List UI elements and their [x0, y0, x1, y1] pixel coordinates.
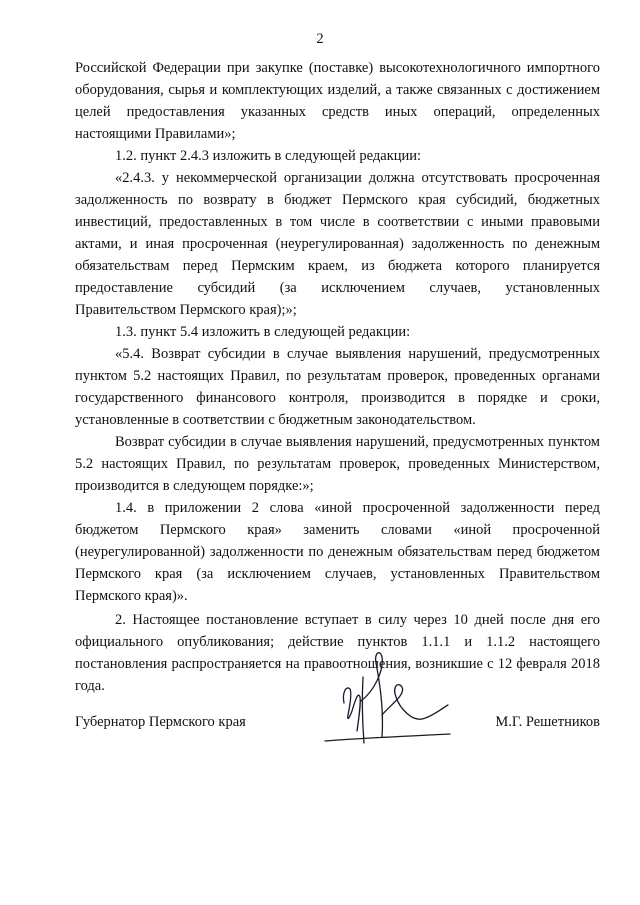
handwritten-signature	[322, 645, 452, 755]
signatory-role: Губернатор Пермского края	[75, 714, 246, 730]
paragraph-5: «5.4. Возврат субсидии в случае выявления нарушений, предусмотренных пунктом 5.2 настоящих Правил, по результатам проверок, проведенных органами государственного финансового контроля, производится в порядке и сроки, установленные в соответствии с бюджетным законодательством.	[75, 346, 600, 428]
paragraph-6: Возврат субсидии в случае выявления нарушений, предусмотренных пунктом 5.2 настоящих Правил, по результатам проверок, проведенных Министерством, производится в следующем порядке:»;	[75, 434, 600, 494]
paragraph-3: «2.4.3. у некоммерческой организации должна отсутствовать просроченная задолженность по возврату в бюджет Пермского края субсидий, бюджетных инвестиций, предоставленных в том числе в соответствии с иными правовыми актами, и иная просроченная (неурегулированная) задолженность по денежным обязательствам перед Пермским краем, из бюджета которого планируется предоставление субсидий (за исключением случаев, установленных Правительством Пермского края);»;	[75, 170, 600, 318]
paragraph-4: 1.3. пункт 5.4 изложить в следующей редакции:	[115, 324, 411, 340]
page-number: 2	[316, 31, 324, 47]
document-body	[75, 57, 600, 697]
signatory-name: М.Г. Решетников	[495, 714, 600, 730]
paragraph-7: 1.4. в приложении 2 слова «иной просроченной задолженности перед бюджетом Пермского края» заменить словами «иной просроченной (неурегулированной) задолженности по денежным обязательствам перед бюджетом Пермского края (за исключением случаев, установленных Правительством Пермского края)».	[75, 500, 600, 604]
paragraph-2: 1.2. пункт 2.4.3 изложить в следующей редакции:	[115, 148, 422, 164]
paragraph-1: Российской Федерации при закупке (поставке) высокотехнологичного импортного оборудования, сырья и комплектующих изделий, а также связанных с достижением целей предоставления указанных средств иных операций, определенных настоящими Правилами»;	[75, 60, 600, 142]
signature-block	[75, 708, 600, 738]
paragraph-8: 2. Настоящее постановление вступает в силу через 10 дней после дня его официального опубликования; действие пунктов 1.1.1 и 1.1.2 настоящего постановления распространяется на правоотношения, возникшие с 12 февраля 2018 года.	[75, 612, 600, 694]
